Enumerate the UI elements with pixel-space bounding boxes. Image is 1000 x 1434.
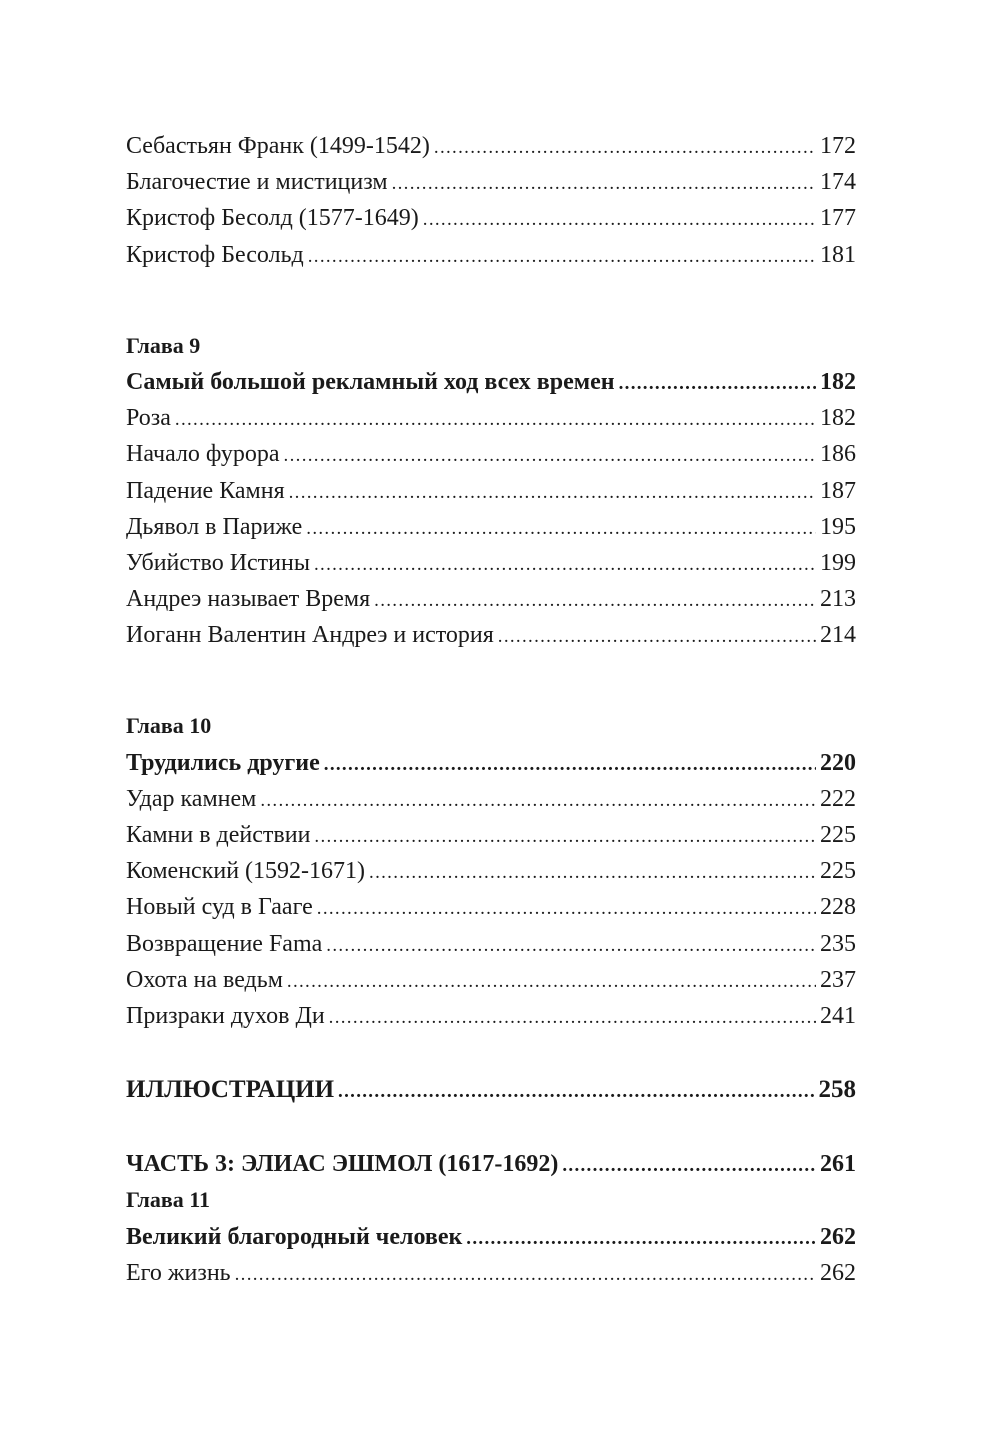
toc-entry-title: Камни в действии (126, 822, 311, 848)
toc-entry-title: Андреэ называет Время (126, 586, 371, 613)
chapter-heading: Глава 10 (126, 713, 212, 739)
dot-leader (466, 1221, 816, 1257)
toc-entry (126, 237, 856, 273)
toc-entry-title: Удар камнем (126, 785, 257, 812)
toc-entry-title: Себастьян Франк (1499-1542) (126, 133, 430, 159)
toc-entry (126, 509, 856, 545)
toc-entry-title: Самый большой рекламный ход всех времен (126, 368, 615, 395)
toc-entry-page: 187 (820, 477, 856, 504)
toc-entry-title: Охота на ведьм (126, 966, 283, 993)
toc-entry-title: Иоганн Валентин Андреэ и история (126, 622, 494, 649)
toc-entry (126, 889, 856, 925)
toc-entry (126, 164, 856, 200)
toc-entry-page: 177 (820, 205, 856, 232)
spacer (126, 653, 856, 708)
toc-entry-page: 225 (820, 822, 856, 848)
dot-leader (314, 547, 816, 583)
toc-entry-page: 199 (820, 549, 856, 576)
toc-entry-page: 225 (820, 858, 856, 885)
toc-entry (126, 781, 856, 817)
toc-entry (126, 853, 856, 889)
dot-leader (498, 619, 816, 655)
dot-leader (392, 166, 816, 202)
toc-entry-page: 258 (818, 1076, 856, 1104)
toc-entry-title: Возвращение Fama (126, 930, 323, 957)
toc-entry (126, 581, 856, 617)
illustrations-entry (126, 1071, 856, 1109)
toc-entry (126, 436, 856, 472)
dot-leader (308, 239, 816, 275)
toc-entry-title: Убийство Истины (126, 549, 310, 576)
dot-leader (284, 438, 816, 474)
toc-entry-title: Кристоф Бесолд (1577-1649) (126, 205, 419, 232)
toc-entry-page: 195 (820, 513, 856, 540)
toc-entry-title: Новый суд в Гааге (126, 894, 313, 921)
toc-entry-page: 237 (820, 966, 856, 993)
toc-entry-title: Начало фурора (126, 441, 280, 468)
toc-entry (126, 400, 856, 436)
toc-entry (126, 617, 856, 653)
toc-entry-title: Благочестие и мистицизм (126, 169, 388, 196)
dot-leader (374, 583, 816, 619)
chapter-heading: Глава 9 (126, 332, 201, 358)
toc-entry-title: Трудились другие (126, 749, 320, 776)
toc-entry (126, 545, 856, 581)
toc-entry-title: Падение Камня (126, 477, 285, 504)
dot-leader (324, 747, 816, 783)
toc-entry-page: 262 (820, 1259, 856, 1286)
toc-entry (126, 1255, 856, 1291)
toc-entry-title: Великий благородный человек (126, 1223, 463, 1250)
toc-entry-page: 262 (820, 1223, 856, 1250)
dot-leader (306, 511, 816, 547)
toc-entry-title: Его жизнь (126, 1259, 231, 1286)
dot-leader (369, 855, 816, 891)
dot-leader (326, 928, 816, 964)
chapter-title-entry (126, 1219, 856, 1255)
toc-entry-title: ИЛЛЮСТРАЦИИ (126, 1076, 335, 1104)
dot-leader (175, 402, 816, 438)
dot-leader (329, 1000, 816, 1036)
dot-leader (260, 783, 816, 819)
toc-entry-page: 174 (820, 169, 856, 196)
toc-entry (126, 128, 856, 164)
toc-entry-title: Призраки духов Ди (126, 1002, 325, 1029)
spacer (126, 1109, 856, 1146)
toc-entry (126, 998, 856, 1034)
table-of-contents (126, 128, 856, 1291)
toc-entry (126, 962, 856, 998)
toc-entry (126, 200, 856, 236)
dot-leader (562, 1148, 816, 1184)
toc-entry-page: 181 (820, 241, 856, 268)
toc-entry-page: 182 (820, 405, 856, 432)
toc-entry (126, 473, 856, 509)
toc-entry-title: Дьявол в Париже (126, 513, 303, 540)
toc-entry-page: 241 (820, 1002, 856, 1029)
spacer (126, 1034, 856, 1071)
dot-leader (619, 366, 816, 402)
toc-entry-page: 214 (820, 622, 856, 649)
toc-entry-title: ЧАСТЬ 3: ЭЛИАС ЭШМОЛ (1617-1692) (126, 1151, 559, 1178)
spacer (126, 273, 856, 328)
dot-leader (314, 819, 816, 855)
chapter-heading: Глава 11 (126, 1187, 211, 1213)
dot-leader (287, 964, 816, 1000)
dot-leader (434, 130, 816, 166)
toc-entry-page: 172 (820, 133, 856, 159)
dot-leader (235, 1257, 816, 1293)
toc-entry (126, 926, 856, 962)
toc-entry-page: 228 (820, 894, 856, 921)
toc-entry-page: 235 (820, 930, 856, 957)
chapter-title-entry (126, 745, 856, 781)
toc-entry-page: 261 (820, 1151, 856, 1178)
toc-entry-page: 220 (820, 749, 856, 776)
toc-entry-page: 222 (820, 785, 856, 812)
toc-entry-title: Роза (126, 405, 171, 432)
dot-leader (423, 202, 816, 238)
toc-entry (126, 817, 856, 853)
toc-entry-page: 186 (820, 441, 856, 468)
part-entry (126, 1146, 856, 1182)
dot-leader (317, 891, 816, 927)
toc-entry-title: Коменский (1592-1671) (126, 858, 366, 885)
dot-leader (289, 475, 816, 511)
dot-leader (338, 1073, 814, 1111)
toc-entry-page: 182 (820, 368, 856, 395)
toc-entry-page: 213 (820, 586, 856, 613)
toc-entry-title: Кристоф Бесольд (126, 241, 304, 268)
chapter-title-entry (126, 364, 856, 400)
